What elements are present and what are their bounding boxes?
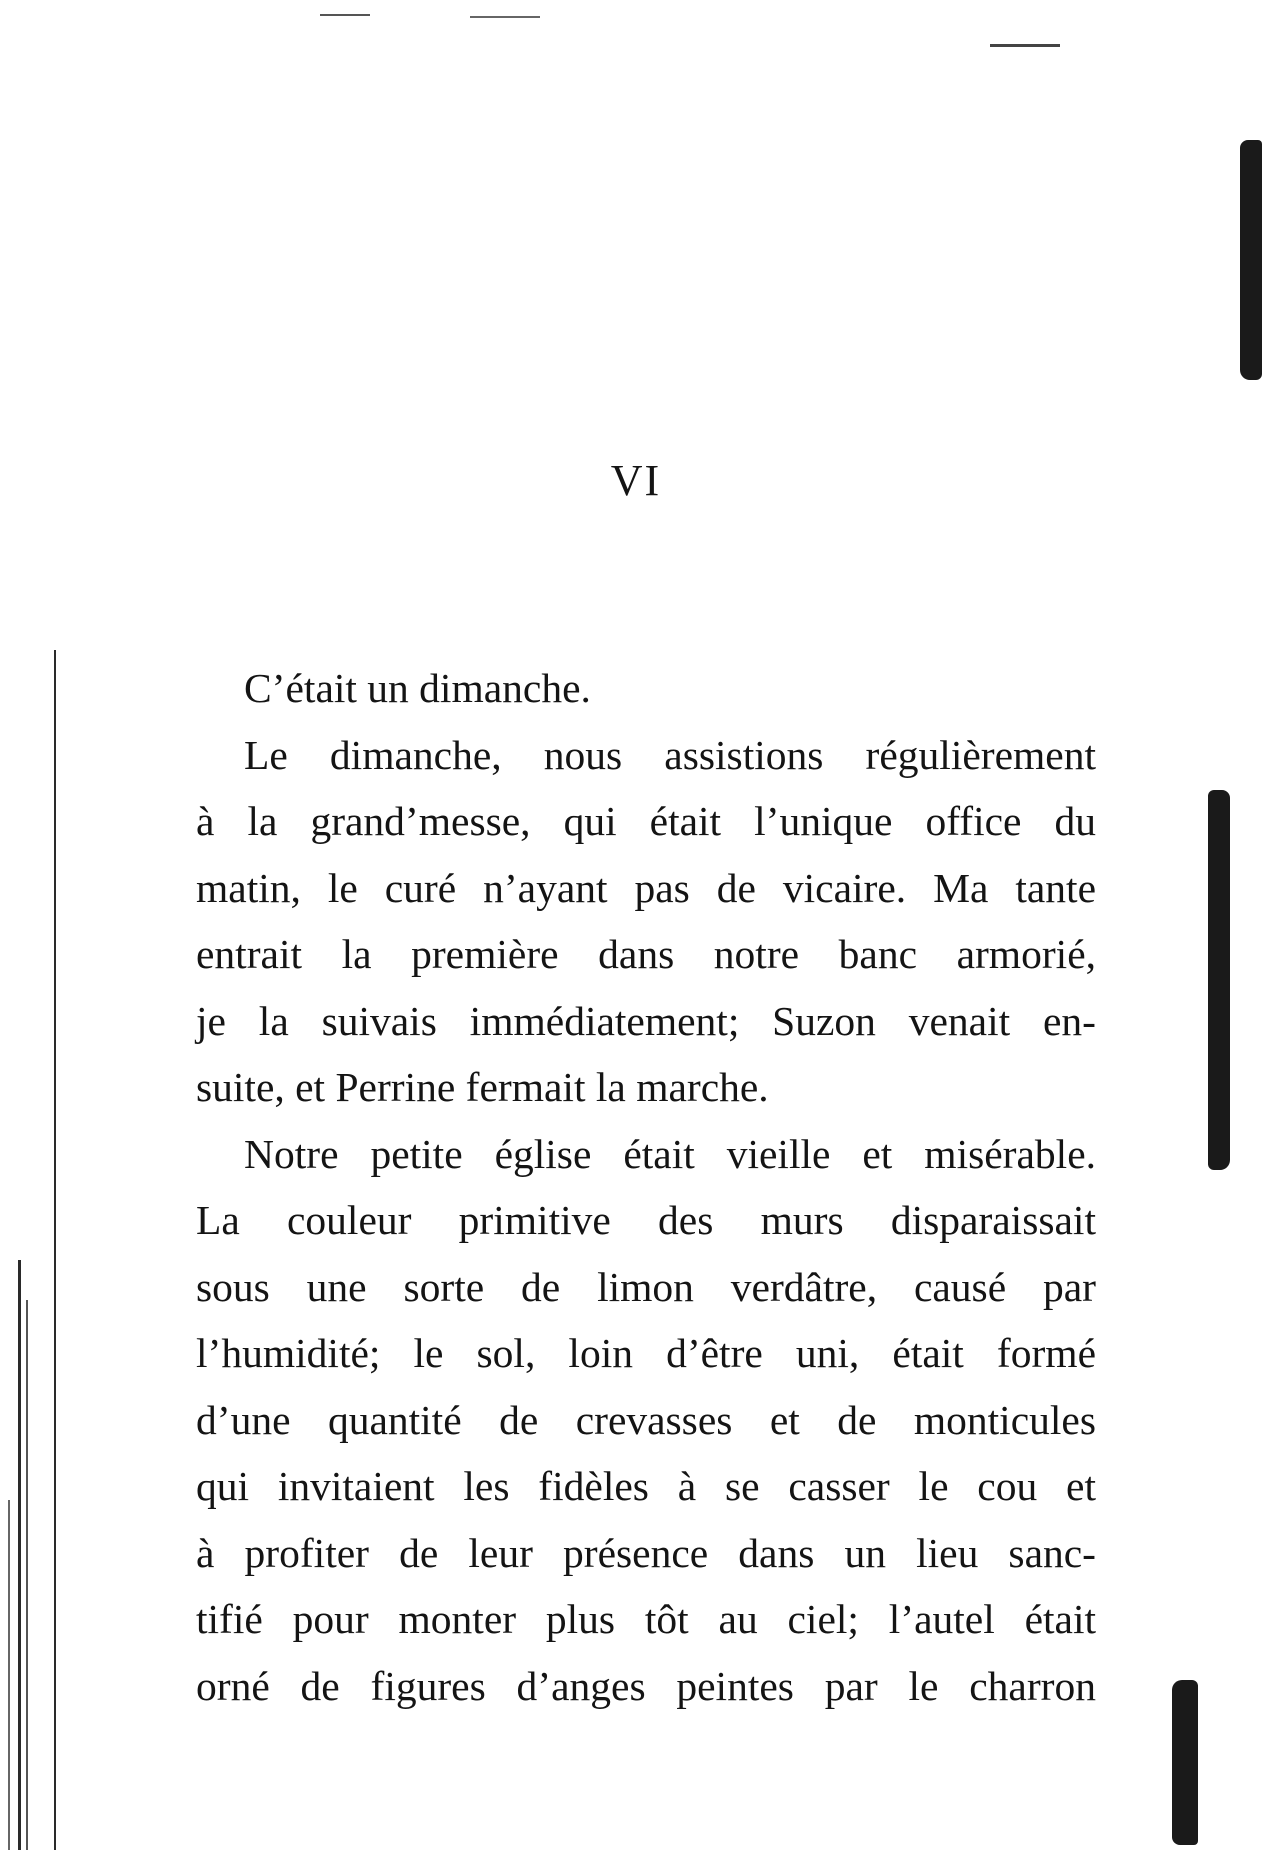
scan-mark-top-right xyxy=(1240,140,1262,380)
text-line: à profiter de leur présence dans un lieu sanc- xyxy=(196,1529,1096,1576)
page-edge-line-3 xyxy=(26,1300,28,1850)
text-line: entrait la première dans notre banc armorié, xyxy=(196,931,1096,977)
page-edge-line-4 xyxy=(8,1500,10,1850)
text-line: C’était un dimanche. xyxy=(244,665,591,711)
scan-mark-middle-right xyxy=(1208,790,1230,1170)
scan-smudge-top-3 xyxy=(990,44,1060,47)
text-line: tifié pour monter plus tôt au ciel; l’autel était xyxy=(196,1596,1096,1642)
text-line: je la suivais immédiatement; Suzon venait en- xyxy=(196,997,1096,1044)
text-line: suite, et Perrine fermait la marche. xyxy=(196,1064,769,1110)
page-edge-line-1 xyxy=(54,650,56,1850)
text-line: La couleur primitive des murs disparaissait xyxy=(196,1197,1096,1243)
text-line: sous une sorte de limon verdâtre, causé par xyxy=(196,1263,1096,1310)
page-edge-line-2 xyxy=(18,1260,21,1850)
text-line: qui invitaient les fidèles à se casser le cou et xyxy=(196,1463,1096,1509)
text-line: orné de figures d’anges peintes par le charron xyxy=(196,1662,1096,1709)
chapter-heading: VI xyxy=(610,456,662,505)
text-line: à la grand’messe, qui était l’unique office du xyxy=(196,798,1096,844)
scan-smudge-top-1 xyxy=(320,14,370,16)
text-line: matin, le curé n’ayant pas de vicaire. Ma tante xyxy=(196,864,1096,911)
scan-mark-bottom-right xyxy=(1172,1680,1198,1845)
text-line: l’humidité; le sol, loin d’être uni, était formé xyxy=(196,1330,1096,1376)
text-line: Notre petite église était vieille et misérable. xyxy=(244,1130,1096,1177)
scan-smudge-top-2 xyxy=(470,16,540,18)
text-line: Le dimanche, nous assistions régulièrement xyxy=(244,731,1096,778)
text-line: d’une quantité de crevasses et de monticules xyxy=(196,1396,1096,1443)
body-text xyxy=(196,655,1096,1719)
